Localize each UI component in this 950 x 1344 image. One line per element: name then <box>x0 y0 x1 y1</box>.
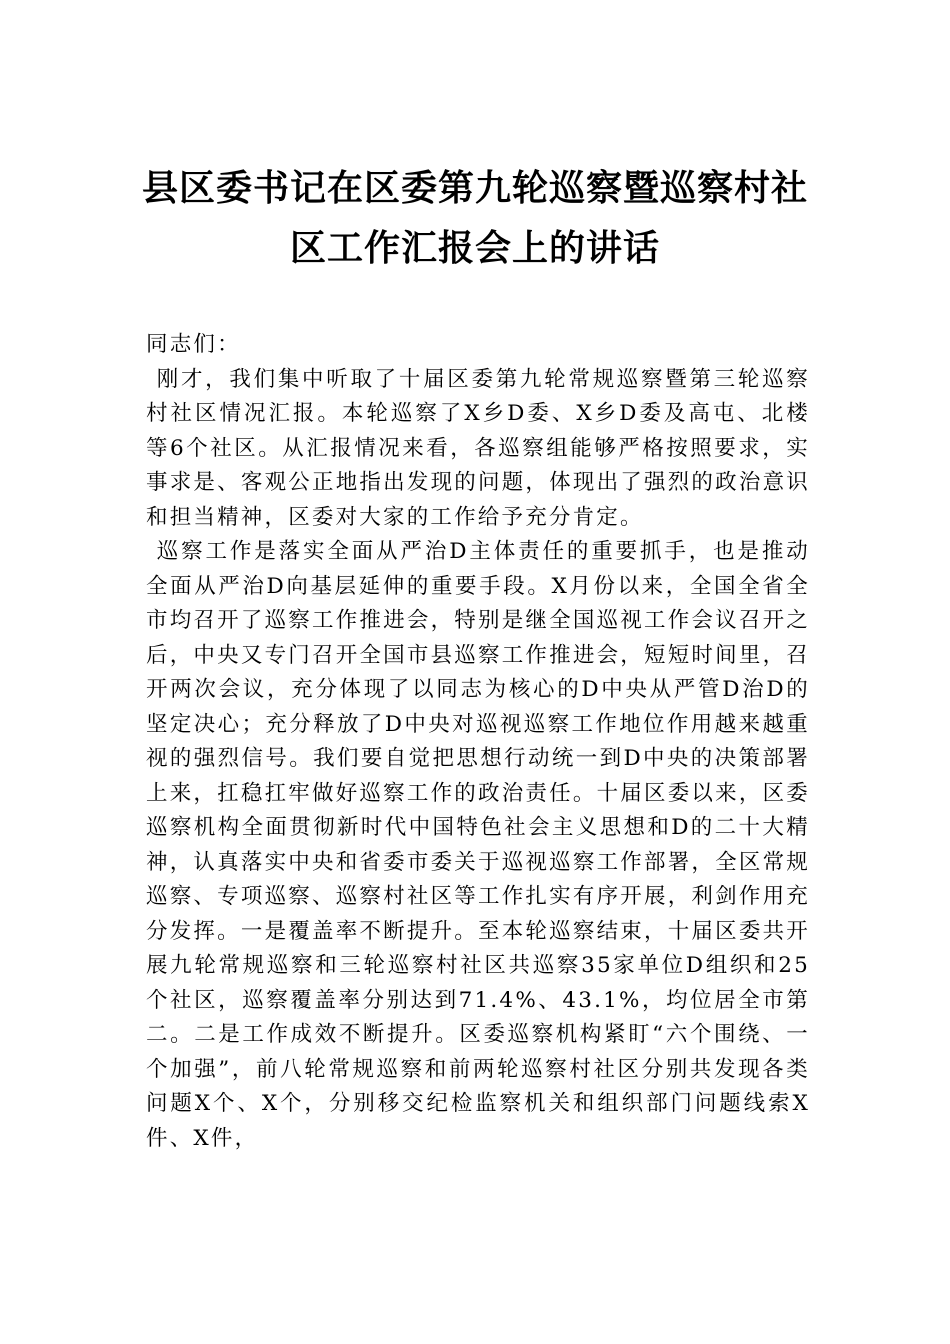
document-body <box>146 328 810 1156</box>
title-line-2: 区工作汇报会上的讲话 <box>289 227 660 269</box>
title-line-1: 县区委书记在区委第九轮巡察暨巡察村社 <box>141 167 808 209</box>
document-title <box>120 158 830 278</box>
paragraph-1: 刚才，我们集中听取了十届区委第九轮常规巡察暨第三轮巡察村社区情况汇报。本轮巡察了X乡D委、X乡D委及高屯、北楼等6个社区。从汇报情况来看，各巡察组能够严格按照要求，实事求是、客观公正地指出发现的问题，体现出了强烈的政治意识和担当精神，区委对大家的工作给予充分肯定。 <box>146 366 810 530</box>
salutation: 同志们： <box>146 332 241 357</box>
paragraph-2: 巡察工作是落实全面从严治D主体责任的重要抓手，也是推动全面从严治D向基层延伸的重要手段。X月份以来，全国全省全市均召开了巡察工作推进会，特别是继全国巡视工作会议召开之后，中央又专门召开全国市县巡察工作推进会，短短时间里，召开两次会议，充分体现了以同志为核心的D中央从严管D治D的坚定决心；充分释放了D中央对巡视巡察工作地位作用越来越重视的强烈信号。我们要自觉把思想行动统一到D中央的决策部署上来，扛稳扛牢做好巡察工作的政治责任。十届区委以来，区委巡察机构全面贯彻新时代中国特色社会主义思想和D的二十大精神，认真落实中央和省委市委关于巡视巡察工作部署，全区常规巡察、专项巡察、巡察村社区等工作扎实有序开展，利剑作用充分发挥。一是覆盖率不断提升。至本轮巡察结束，十届区委共开展九轮常规巡察和三轮巡察村社区共巡察35家单位D组织和25个社区，巡察覆盖率分别达到71.4%、43.1%，均位居全市第二。二是工作成效不断提升。区委巡察机构紧盯“六个围绕、一个加强”，前八轮常规巡察和前两轮巡察村社区分别共发现各类问题X个、X个，分别移交纪检监察机关和组织部门问题线索X件、X件， <box>146 539 810 1151</box>
